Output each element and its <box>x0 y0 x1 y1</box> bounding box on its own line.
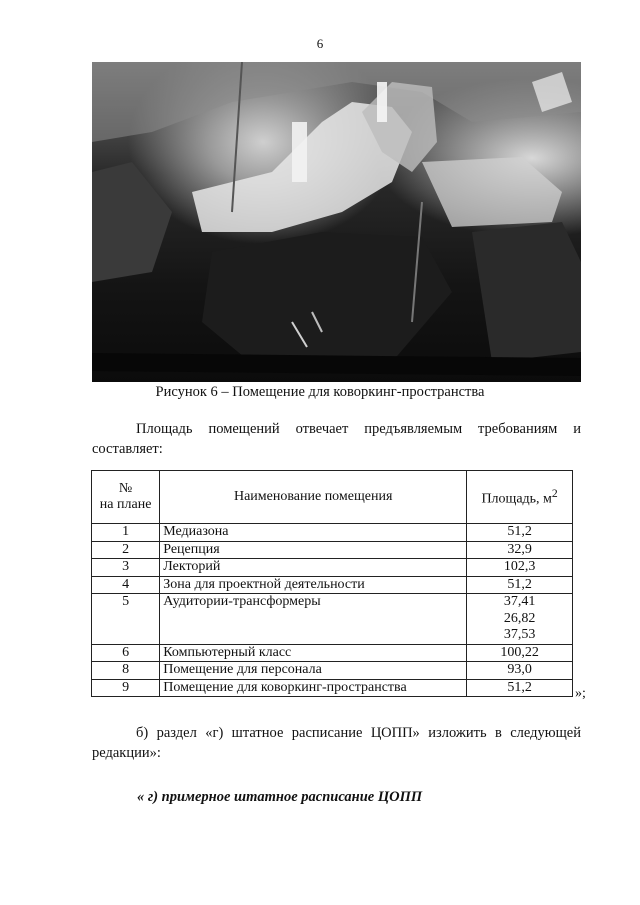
room-area-value: 102,3 <box>503 559 536 574</box>
row-number: 2 <box>92 541 160 559</box>
room-area-value: 32,9 <box>507 541 532 557</box>
room-name: Зона для проектной деятельности <box>160 576 467 594</box>
row-number: 6 <box>92 644 160 662</box>
section-heading: « г) примерное штатное расписание ЦОПП <box>137 789 423 805</box>
table-body <box>92 524 573 697</box>
room-area <box>467 559 573 577</box>
room-area <box>467 679 573 697</box>
page-number: 6 <box>316 36 324 51</box>
room-area-value: 51,2 <box>507 524 532 539</box>
header-area-superscript: 2 <box>551 486 558 500</box>
room-area-value: 93,0 <box>507 662 532 677</box>
room-area <box>467 524 573 542</box>
table-row <box>92 594 573 645</box>
room-name: Помещение для персонала <box>160 662 467 680</box>
table-row <box>92 559 573 577</box>
room-area <box>467 576 573 594</box>
room-area-value: 37,41 <box>503 594 536 609</box>
room-area-value: 100,22 <box>500 644 539 660</box>
room-area-value: 26,82 <box>503 610 536 626</box>
room-area-value: 51,2 <box>507 679 532 695</box>
row-number: 5 <box>92 594 160 645</box>
room-name: Лекторий <box>160 559 467 577</box>
room-area <box>467 644 573 662</box>
header-area-label: Площадь, м <box>481 491 552 507</box>
table-row <box>92 679 573 697</box>
row-number: 9 <box>92 679 160 697</box>
row-number: 1 <box>92 524 160 542</box>
room-name: Рецепция <box>160 541 467 559</box>
room-name: Компьютерный класс <box>160 644 467 662</box>
room-area <box>467 594 573 645</box>
room-name: Медиазона <box>160 524 467 542</box>
amendment-paragraph: б) раздел «г) штатное расписание ЦОПП» изложить в следующей редакции»: <box>92 725 581 761</box>
coworking-photo <box>92 62 581 382</box>
table-row <box>92 524 573 542</box>
table-header-row <box>92 471 573 524</box>
room-area-value: 37,53 <box>503 627 536 642</box>
rooms-table <box>91 470 573 697</box>
room-area-value: 51,2 <box>507 576 532 592</box>
header-number-line2: на плане <box>99 497 152 512</box>
photo-illustration <box>92 62 581 382</box>
figure-caption: Рисунок 6 – Помещение для коворкинг-пространства <box>155 384 485 400</box>
room-name: Помещение для коворкинг-пространства <box>160 679 467 697</box>
row-number: 4 <box>92 576 160 594</box>
table-row <box>92 541 573 559</box>
table-row <box>92 576 573 594</box>
row-number: 3 <box>92 559 160 577</box>
header-number-line1: № <box>118 480 133 496</box>
header-area <box>467 471 573 524</box>
row-number: 8 <box>92 662 160 680</box>
closing-quote: »; <box>575 686 586 701</box>
room-area <box>467 541 573 559</box>
header-number <box>92 471 160 524</box>
room-name: Аудитории-трансформеры <box>160 594 467 645</box>
table-row <box>92 644 573 662</box>
room-area <box>467 662 573 680</box>
header-name: Наименование помещения <box>160 471 467 524</box>
intro-paragraph: Площадь помещений отвечает предъявляемым требованиям и составляет: <box>92 421 581 457</box>
table-row <box>92 662 573 680</box>
